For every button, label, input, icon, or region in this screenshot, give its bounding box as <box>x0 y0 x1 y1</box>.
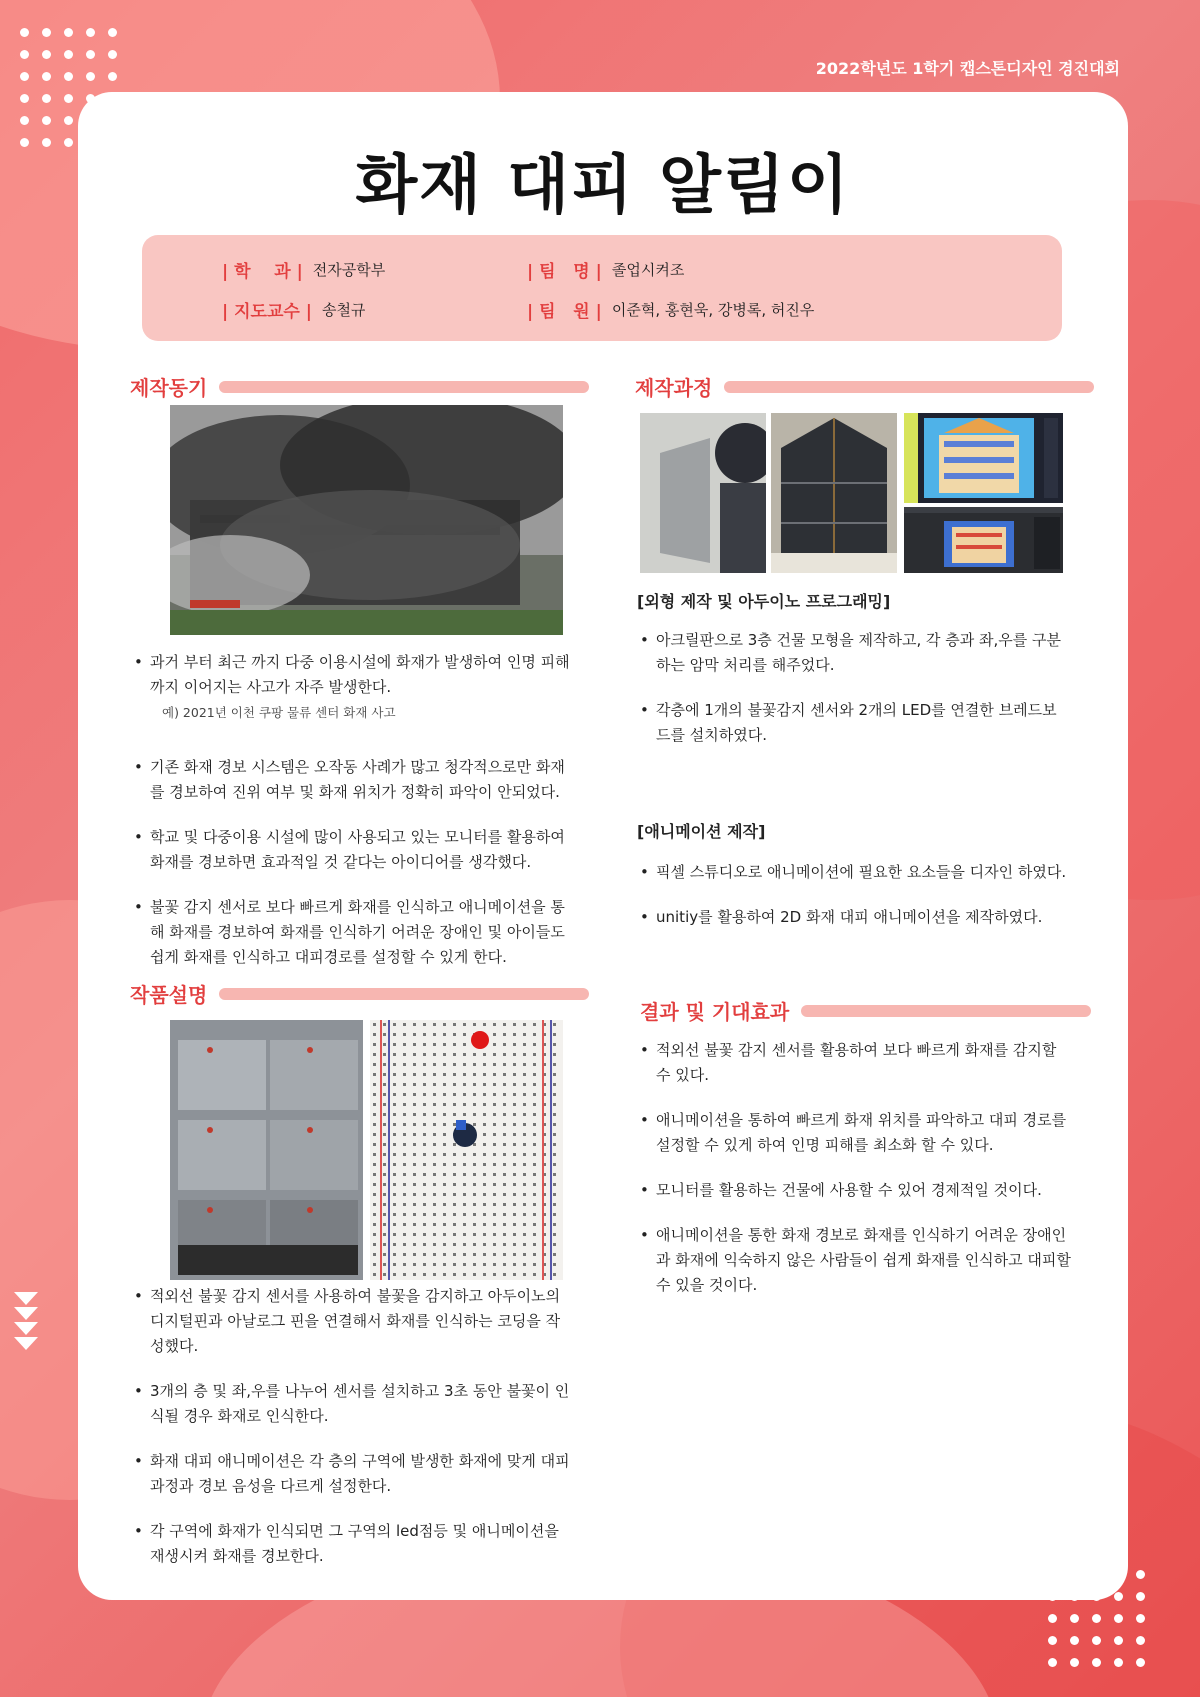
list-item: • 각 구역에 화재가 인식되면 그 구역의 led점등 및 애니메이션을 재생시켜 화재를 경보한다. <box>134 1519 570 1569</box>
example-note: 예) 2021년 이천 쿠팡 물류 센터 화재 사고 <box>162 705 396 720</box>
list-item: • 픽셀 스튜디오로 애니메이션에 필요한 요소들을 디자인 하였다. <box>640 860 1070 885</box>
breadboard-photo <box>370 1020 563 1280</box>
team-info-box <box>142 235 1062 341</box>
process-list-2 <box>640 860 1070 930</box>
list-item: • 화재 대피 애니메이션은 각 층의 구역에 발생한 화재에 맞게 대피 과정과 경보 음성을 다르게 설정한다. <box>134 1449 570 1499</box>
info-value: 송철규 <box>321 301 366 319</box>
pixel-studio-screenshot <box>904 413 1063 503</box>
info-dept <box>222 257 385 282</box>
motivation-list <box>134 650 570 970</box>
section-title: 작품설명 <box>130 983 208 1007</box>
section-description-header <box>130 979 589 1008</box>
list-item: • unitiy를 활용하여 2D 화재 대피 애니메이션을 제작하였다. <box>640 905 1070 930</box>
info-label: | 팀 원 | <box>527 302 602 322</box>
list-item: • 애니메이션을 통하여 빠르게 화재 위치를 파악하고 대피 경로를 설정할 수 있게 하여 인명 피해를 최소화 할 수 있다. <box>640 1108 1072 1158</box>
list-item: • 학교 및 다중이용 시설에 많이 사용되고 있는 모니터를 활용하여 화재를 경보하면 효과적일 것 같다는 아이디어를 생각했다. <box>134 825 570 875</box>
list-item: • 3개의 층 및 좌,우를 나누어 센서를 설치하고 3초 동안 불꽃이 인식될 경우 화재로 인식한다. <box>134 1379 570 1429</box>
section-bar <box>219 381 589 393</box>
making-photo-2 <box>771 413 897 573</box>
info-members <box>527 297 814 322</box>
info-professor <box>222 297 365 322</box>
section-bar <box>724 381 1094 393</box>
info-value: 이준혁, 홍현욱, 강병록, 허진우 <box>611 301 815 319</box>
list-item: • 과거 부터 최근 까지 다중 이용시설에 화재가 발생하여 인명 피해까지 이어지는 사고가 자주 발생한다. 예) 2021년 이천 쿠팡 물류 센터 화재 사고 <box>134 650 570 725</box>
list-item: • 아크릴판으로 3층 건물 모형을 제작하고, 각 층과 좌,우를 구분하는 암막 처리를 해주었다. <box>640 628 1070 678</box>
subsection-title: [외형 제작 및 아두이노 프로그래밍] <box>637 592 891 611</box>
section-motivation-header <box>130 372 589 401</box>
section-title: 제작동기 <box>130 376 208 400</box>
info-value: 졸업시켜조 <box>611 261 685 279</box>
list-item: • 애니메이션을 통한 화재 경보로 화재를 인식하기 어려운 장애인과 화재에 익숙하지 않은 사람들이 쉽게 화재를 인식하고 대피할 수 있을 것이다. <box>640 1223 1072 1298</box>
info-label: | 학 과 | <box>222 262 303 282</box>
list-item: • 적외선 불꽃 감지 센서를 사용하여 불꽃을 감지하고 아두이노의 디지털핀과 아날로그 핀을 연결해서 화재를 인식하는 코딩을 작성했다. <box>134 1284 570 1359</box>
unity-screenshot <box>904 507 1063 573</box>
process-list-1 <box>640 628 1070 748</box>
info-value: 전자공학부 <box>312 261 386 279</box>
section-results-header <box>640 996 1091 1025</box>
list-item: • 기존 화재 경보 시스템은 오작동 사례가 많고 청각적으로만 화재를 경보하여 진위 여부 및 화재 위치가 정확히 파악이 안되었다. <box>134 755 570 805</box>
fire-building-photo <box>170 405 563 635</box>
info-team <box>527 257 684 282</box>
contest-name: 2022학년도 1학기 캡스톤디자인 경진대회 <box>815 59 1120 78</box>
section-title: 결과 및 기대효과 <box>640 1000 790 1024</box>
triangle-down-icon <box>14 1292 38 1350</box>
list-item: • 적외선 불꽃 감지 센서를 활용하여 보다 빠르게 화재를 감지할 수 있다. <box>640 1038 1072 1088</box>
info-label: | 팀 명 | <box>527 262 602 282</box>
making-photo-1 <box>640 413 766 573</box>
results-list <box>640 1038 1072 1298</box>
subsection-title: [애니메이션 제작] <box>637 822 766 841</box>
poster-title: 화재 대피 알림이 <box>355 149 851 223</box>
list-item: • 각층에 1개의 불꽃감지 센서와 2개의 LED를 연결한 브레드보드를 설치하였다. <box>640 698 1070 748</box>
section-process-header <box>635 372 1094 401</box>
model-interior-photo <box>170 1020 363 1280</box>
section-bar <box>219 988 589 1000</box>
section-bar <box>801 1005 1091 1017</box>
content-card <box>78 92 1128 1600</box>
info-label: | 지도교수 | <box>222 302 312 322</box>
description-list <box>134 1284 570 1569</box>
section-title: 제작과정 <box>635 376 713 400</box>
list-item: • 불꽃 감지 센서로 보다 빠르게 화재를 인식하고 애니메이션을 통해 화재를 경보하여 화재를 인식하기 어려운 장애인 및 아이들도 쉽게 화재를 인식하고 대피경로를 설정할 수 있게 한다. <box>134 895 570 970</box>
list-item: • 모니터를 활용하는 건물에 사용할 수 있어 경제적일 것이다. <box>640 1178 1072 1203</box>
